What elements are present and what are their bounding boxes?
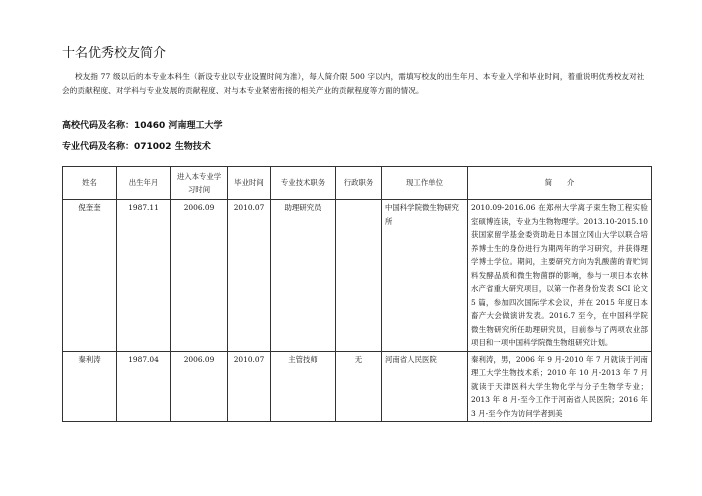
table-row xyxy=(63,200,652,352)
cell-birth: 1987.11 xyxy=(117,200,171,352)
cell-admin-title: 无 xyxy=(336,351,382,422)
cell-graduate: 2010.07 xyxy=(228,200,271,352)
header-name: 姓名 xyxy=(63,167,117,200)
intro-paragraph: 校友指 77 级以后的本专业本科生（新设专业以专业设置时间为准），每人简介限 500 字以内，需填写校友的出生年月、本专业入学和毕业时间，着重说明优秀校友对社会的贡献程度、对学科与专业发展的贡献程度、对与本专业紧密衔接的相关产业的贡献程度等方面的情况。 xyxy=(62,72,645,95)
school-code-line: 高校代码及名称：10460 河南理工大学 xyxy=(62,121,223,131)
table-row xyxy=(63,351,652,422)
major-code-line: 专业代码及名称：071002 生物技术 xyxy=(62,142,211,152)
header-unit: 现工作单位 xyxy=(382,167,468,200)
cell-birth: 1987.04 xyxy=(117,351,171,422)
cell-tech-title: 主管技师 xyxy=(271,351,336,422)
cell-bio: 2010.09-2016.06 在郑州大学离子束生物工程实验室硕博连读，专业为生物物理学。2013.10-2015.10 获国家留学基金委资助赴日本国立冈山大学以联合培养博士生的身份进行为期两年的学习研究，并获得理学博士学位。期间，主要研究方向为乳酸菌的青贮饲料发酵品质和微生物菌群的影响，参与一项日本农林水产省重大研究项目，以第一作者身份发表 SCI 论文 5 篇，参加四次国际学术会议，并在 2015 年度日本畜产大会做演讲发表。2016.7 至今，在中国科学院微生物研究所任助理研究员，目前参与了两项农业部项目和一项中国科学院微生物组研究计划。 xyxy=(468,200,652,352)
table-header-row xyxy=(63,167,652,200)
page-title: 十名优秀校友简介 xyxy=(62,46,167,61)
cell-enroll: 2006.09 xyxy=(171,200,228,352)
header-admin-title: 行政职务 xyxy=(336,167,382,200)
cell-name: 秦利涛 xyxy=(63,351,117,422)
cell-tech-title: 助理研究员 xyxy=(271,200,336,352)
alumni-table xyxy=(62,166,652,422)
cell-unit: 河南省人民医院 xyxy=(382,351,468,422)
header-tech-title: 专业技术职务 xyxy=(271,167,336,200)
header-graduate: 毕业时间 xyxy=(228,167,271,200)
header-bio: 简 介 xyxy=(468,167,652,200)
cell-admin-title xyxy=(336,200,382,352)
cell-enroll: 2006.09 xyxy=(171,351,228,422)
header-birth: 出生年月 xyxy=(117,167,171,200)
cell-graduate: 2010.07 xyxy=(228,351,271,422)
cell-bio: 秦利涛，男，2006 年 9 月-2010 年 7 月就读于河南理工大学生物技术系；2010 年 10 月-2013 年 7 月就读于天津医科大学生物化学与分子生物学专业；2013 年 8 月-至今工作于河南省人民医院；2016 年 3 月-至今作为访问学者到美 xyxy=(468,351,652,422)
header-enroll: 进入本专业学习时间 xyxy=(171,167,228,200)
cell-unit: 中国科学院微生物研究所 xyxy=(382,200,468,352)
cell-name: 倪奎奎 xyxy=(63,200,117,352)
